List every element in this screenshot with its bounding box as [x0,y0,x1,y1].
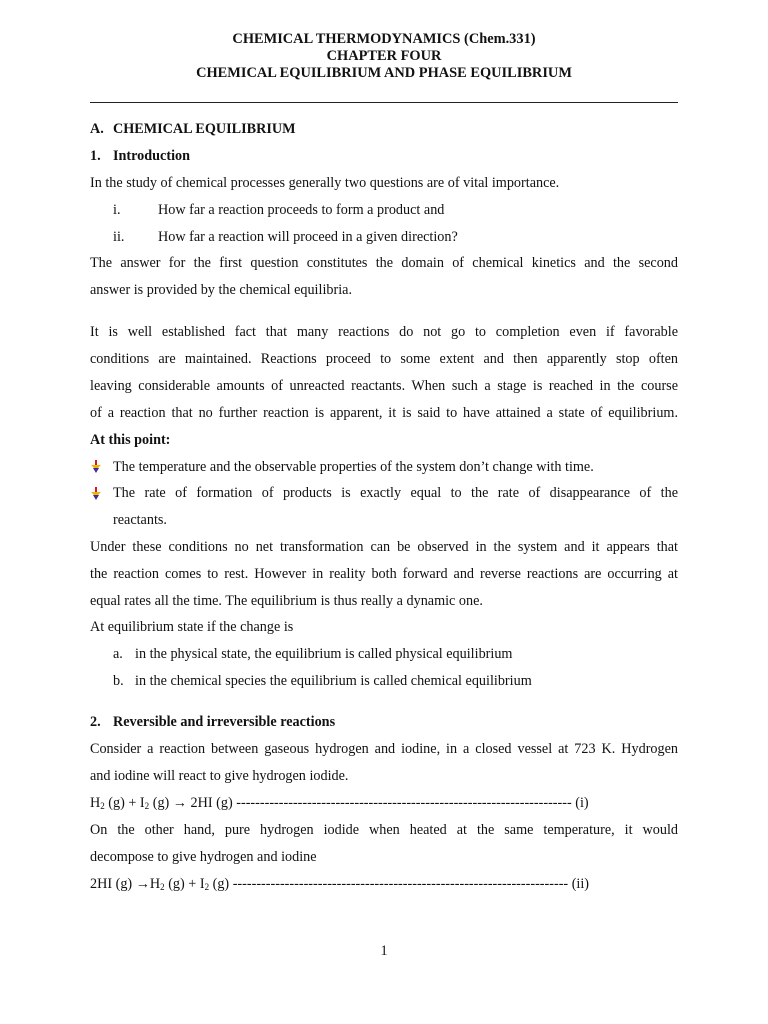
chapter-title: CHAPTER FOUR [326,48,442,64]
roman-item-1: How far a reaction proceeds to form a product and [158,202,445,218]
eq2-h-subscript: 2 [160,882,165,892]
eq2-i-subscript: 2 [204,882,210,892]
eq1-rest: (g) → 2HI (g) ----------------------------------------------------------------------- (i) [149,795,589,811]
intro-number: 1. [90,148,101,164]
intro-paragraph-2-line-2: answer is provided by the chemical equilibria. [90,282,352,298]
chapter-subtitle: CHEMICAL EQUILIBRIUM AND PHASE EQUILIBRIUM [196,65,572,81]
intro-heading: Introduction [113,148,190,164]
course-title: CHEMICAL THERMODYNAMICS (Chem.331) [232,31,536,47]
eq1-mid: (g) + I [104,795,145,811]
arrow-down-bullet-icon [90,460,102,474]
reversible-number: 2. [90,714,101,730]
intro-paragraph-2-line-1: The answer for the first question constitutes the domain of chemical kinetics and the second [90,255,678,271]
roman-marker-2: ii. [113,229,125,245]
alpha-item-a: in the physical state, the equilibrium is called physical equilibrium [135,646,513,662]
eq2-mid: (g) + I [164,876,205,892]
eq2-start: 2HI (g) →H [90,876,161,892]
equation-2 [90,875,589,893]
eq1-i-subscript: 2 [144,801,150,811]
alpha-marker-a: a. [113,646,123,662]
roman-item-2: How far a reaction will proceed in a given direction? [158,229,458,245]
intro-paragraph-1: In the study of chemical processes generally two questions are of vital importance. [90,175,560,191]
intro-paragraph-5: At equilibrium state if the change is [90,619,294,635]
intro-paragraph-4-line-1: Under these conditions no net transformation can be observed in the system and it appears that [90,539,678,555]
reversible-paragraph-1-line-2: and iodine will react to give hydrogen iodide. [90,768,349,784]
alpha-marker-b: b. [113,673,124,689]
roman-marker-1: i. [113,202,121,218]
arrow-down-bullet-icon [90,487,102,501]
bullet-item-2-line-1: The rate of formation of products is exactly equal to the rate of disappearance of the [113,485,678,501]
alpha-item-b: in the chemical species the equilibrium is called chemical equilibrium [135,673,532,689]
eq1-h-subscript: 2 [100,801,105,811]
reversible-heading: Reversible and irreversible reactions [113,714,336,730]
intro-paragraph-3-line-1: It is well established fact that many reactions do not go to completion even if favorable [90,324,678,340]
equation-1 [90,794,589,812]
intro-paragraph-4-line-3: equal rates all the time. The equilibrium is thus really a dynamic one. [90,593,483,609]
bullet-item-1: The temperature and the observable properties of the system don’t change with time. [113,459,594,475]
section-a-letter: A. [90,121,104,137]
intro-paragraph-3-line-2: conditions are maintained. Reactions proceed to some extent and then apparently stop often [90,351,678,367]
eq1-h: H [90,795,101,811]
intro-paragraph-4-line-2: the reaction comes to rest. However in reality both forward and reverse reactions are occurring at [90,566,678,582]
reversible-paragraph-2-line-2: decompose to give hydrogen and iodine [90,849,317,865]
intro-paragraph-3-line-3: leaving considerable amounts of unreacted reactants. When such a stage is reached in the course [90,378,678,394]
header-divider [90,102,678,103]
bullet-item-2-line-2: reactants. [113,512,167,528]
section-a-title: CHEMICAL EQUILIBRIUM [113,121,296,137]
intro-paragraph-3-line-4: of a reaction that no further reaction is apparent, it is said to have attained a state of equilibrium. [90,405,678,421]
page-number: 1 [380,943,388,959]
reversible-paragraph-1-line-1: Consider a reaction between gaseous hydrogen and iodine, in a closed vessel at 723 K. Hydrogen [90,741,678,757]
eq2-rest: (g) ----------------------------------------------------------------------- (ii) [209,876,590,892]
reversible-paragraph-2-line-1: On the other hand, pure hydrogen iodide when heated at the same temperature, it would [90,822,678,838]
at-this-point-label: At this point: [90,432,171,448]
